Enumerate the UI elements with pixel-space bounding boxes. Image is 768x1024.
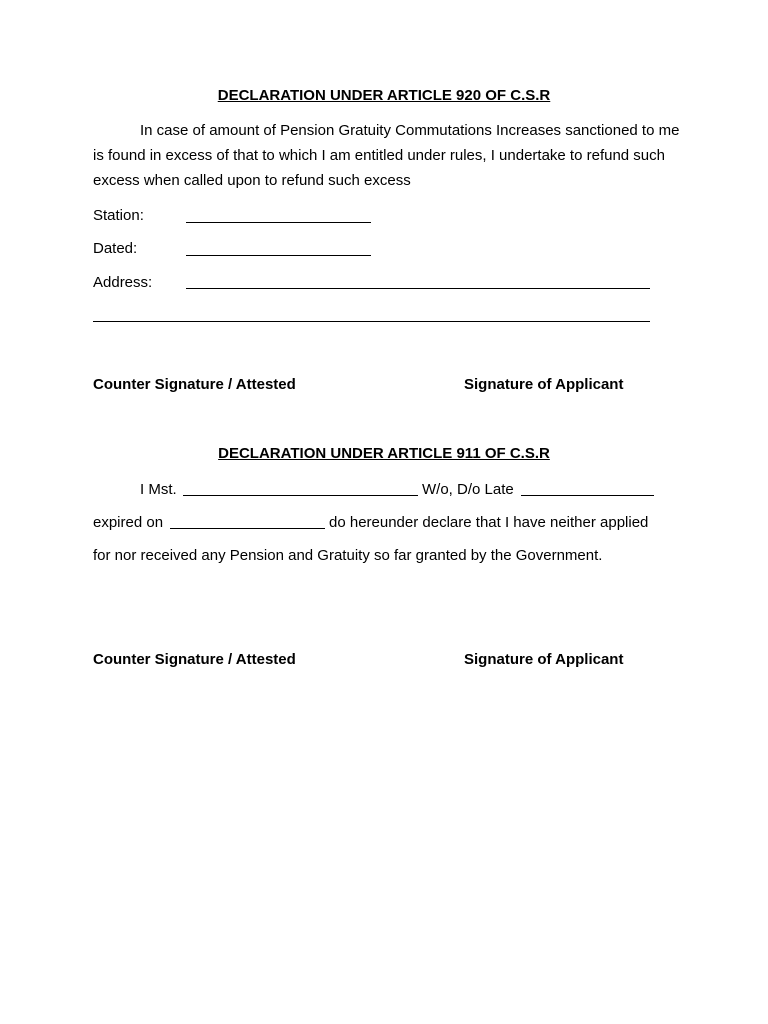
wo-do-late-label: W/o, D/o Late — [422, 481, 514, 498]
applicant-signature-label: Signature of Applicant — [464, 376, 624, 393]
pension-gratuity-text: for nor received any Pension and Gratuity so far granted by the Government. — [93, 547, 603, 564]
station-blank[interactable] — [186, 222, 371, 223]
declaration-920-title: DECLARATION UNDER ARTICLE 920 OF C.S.R — [217, 87, 551, 104]
late-name-blank[interactable] — [521, 495, 654, 496]
dated-blank[interactable] — [186, 255, 371, 256]
mst-prefix: I Mst. — [140, 481, 177, 498]
address-label: Address: — [93, 274, 153, 291]
dated-label: Dated: — [93, 240, 138, 257]
applicant-signature-label-2: Signature of Applicant — [464, 651, 624, 668]
mst-name-blank[interactable] — [183, 495, 418, 496]
counter-signature-label-2: Counter Signature / Attested — [93, 651, 296, 668]
address-blank-line-2[interactable] — [93, 321, 650, 322]
expired-on-label: expired on — [93, 514, 164, 531]
expired-date-blank[interactable] — [170, 528, 325, 529]
declare-text: do hereunder declare that I have neither applied — [329, 514, 649, 531]
address-blank-line-1[interactable] — [186, 288, 650, 289]
counter-signature-label: Counter Signature / Attested — [93, 376, 296, 393]
station-label: Station: — [93, 207, 144, 224]
declaration-920-body: In case of amount of Pension Gratuity Commutations Increases sanctioned to me is found in excess of that to which I am entitled under rules, I undertake to refund such excess when called upon to refund such excess — [93, 122, 680, 189]
declaration-911-title: DECLARATION UNDER ARTICLE 911 OF C.S.R — [218, 445, 550, 462]
